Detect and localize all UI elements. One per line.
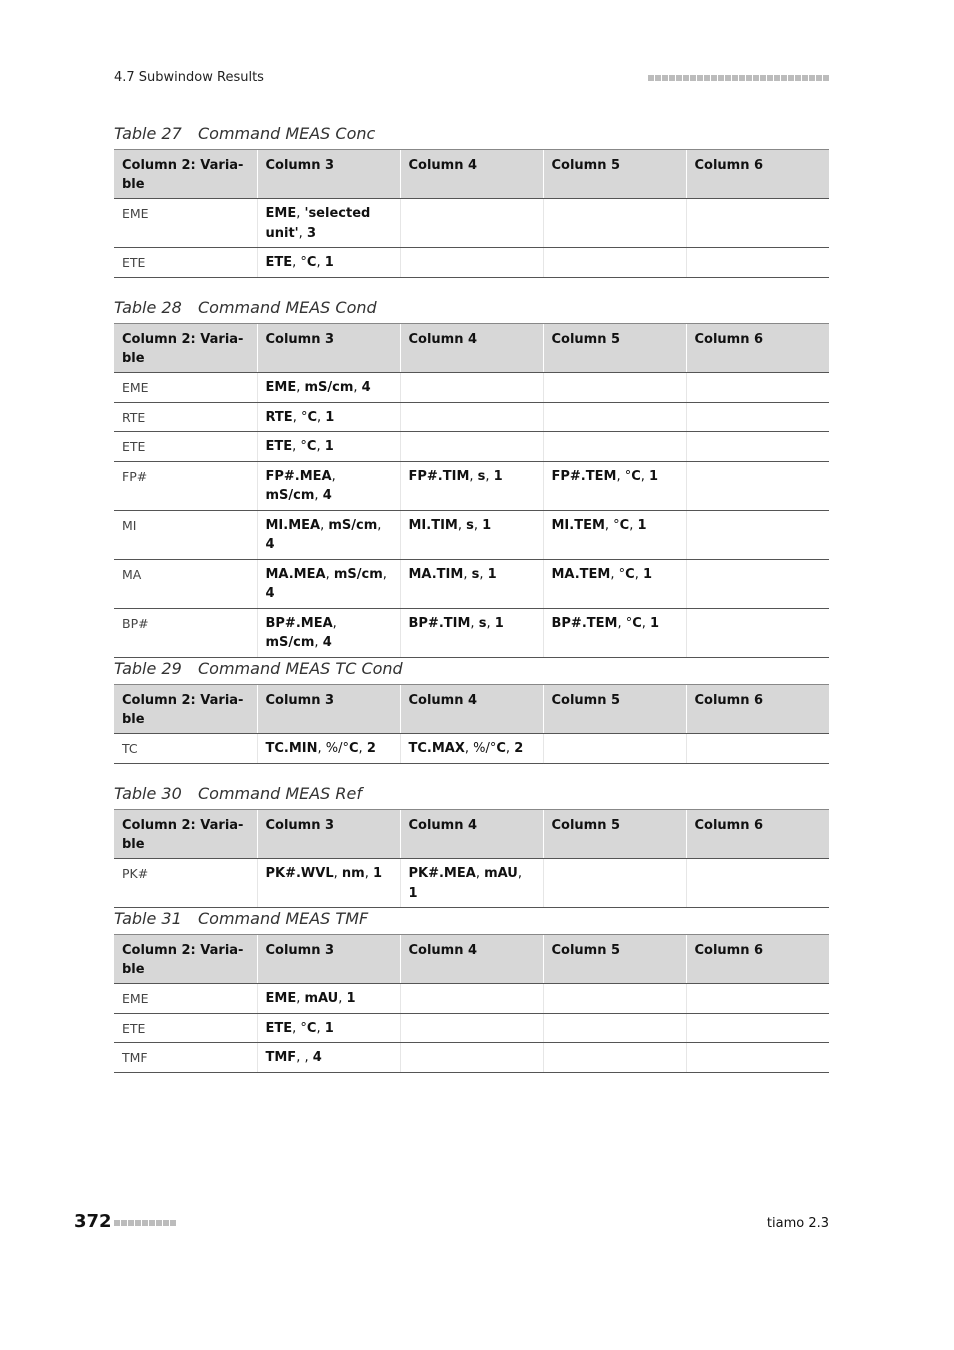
- table-cell: TC.MAX, %/°C, 2: [400, 734, 543, 764]
- column-header: Column 2: Varia-ble: [114, 685, 257, 734]
- variable-cell: ETE: [114, 432, 257, 462]
- table-cell: [543, 1043, 686, 1073]
- table-cell: [400, 1013, 543, 1043]
- table-cell: EME, mAU, 1: [257, 984, 400, 1014]
- table-row: [114, 510, 829, 559]
- column-header: Column 4: [400, 150, 543, 199]
- table-cell: MA.TIM, s, 1: [400, 559, 543, 608]
- table-cell: [686, 432, 829, 462]
- table-cell: [543, 984, 686, 1014]
- table-cell: FP#.TIM, s, 1: [400, 461, 543, 510]
- variable-cell: EME: [114, 199, 257, 248]
- table-cell: [543, 199, 686, 248]
- table-29: [114, 660, 829, 764]
- table-caption: Table 28 Command MEAS Cond: [114, 298, 377, 317]
- table-cell: [686, 1043, 829, 1073]
- column-header: Column 4: [400, 324, 543, 373]
- page-number: 372: [74, 1211, 112, 1232]
- column-header: Column 3: [257, 935, 400, 984]
- data-table: [114, 684, 829, 764]
- table-row: [114, 859, 829, 908]
- variable-cell: PK#: [114, 859, 257, 908]
- column-header: Column 2: Varia-ble: [114, 810, 257, 859]
- table-cell: [686, 461, 829, 510]
- column-header: Column 5: [543, 685, 686, 734]
- table-cell: EME, mS/cm, 4: [257, 373, 400, 403]
- table-cell: TMF, , 4: [257, 1043, 400, 1073]
- table-cell: [400, 984, 543, 1014]
- table-cell: [400, 248, 543, 278]
- table-cell: [686, 984, 829, 1014]
- column-header: Column 3: [257, 324, 400, 373]
- variable-cell: MI: [114, 510, 257, 559]
- table-cell: [686, 248, 829, 278]
- column-header: Column 6: [686, 324, 829, 373]
- table-row: [114, 559, 829, 608]
- table-cell: [686, 373, 829, 403]
- table-cell: MA.TEM, °C, 1: [543, 559, 686, 608]
- variable-cell: BP#: [114, 608, 257, 657]
- table-cell: [686, 859, 829, 908]
- table-row: [114, 432, 829, 462]
- table-row: [114, 608, 829, 657]
- table-cell: [400, 1043, 543, 1073]
- table-cell: [400, 373, 543, 403]
- variable-cell: EME: [114, 984, 257, 1014]
- table-cell: RTE, °C, 1: [257, 402, 400, 432]
- table-row: [114, 1013, 829, 1043]
- table-cell: MI.TEM, °C, 1: [543, 510, 686, 559]
- table-cell: ETE, °C, 1: [257, 248, 400, 278]
- table-caption: Table 31 Command MEAS TMF: [114, 909, 369, 928]
- table-cell: [543, 402, 686, 432]
- variable-cell: FP#: [114, 461, 257, 510]
- column-header: Column 4: [400, 935, 543, 984]
- column-header: Column 6: [686, 935, 829, 984]
- table-caption: Table 30 Command MEAS Ref: [114, 784, 363, 803]
- table-cell: BP#.TIM, s, 1: [400, 608, 543, 657]
- table-cell: [400, 402, 543, 432]
- table-cell: [686, 608, 829, 657]
- table-cell: MA.MEA, mS/cm, 4: [257, 559, 400, 608]
- variable-cell: ETE: [114, 248, 257, 278]
- header-decoration: [648, 75, 829, 81]
- table-cell: [543, 432, 686, 462]
- table-cell: [543, 373, 686, 403]
- column-header: Column 6: [686, 150, 829, 199]
- column-header: Column 4: [400, 810, 543, 859]
- variable-cell: TMF: [114, 1043, 257, 1073]
- data-table: [114, 323, 829, 658]
- variable-cell: TC: [114, 734, 257, 764]
- data-table: [114, 149, 829, 278]
- table-31: [114, 910, 829, 1073]
- table-caption: Table 27 Command MEAS Conc: [114, 124, 376, 143]
- table-cell: [400, 199, 543, 248]
- table-cell: ETE, °C, 1: [257, 432, 400, 462]
- table-cell: [686, 199, 829, 248]
- table-row: [114, 734, 829, 764]
- table-cell: BP#.TEM, °C, 1: [543, 608, 686, 657]
- table-cell: MI.MEA, mS/cm, 4: [257, 510, 400, 559]
- column-header: Column 2: Varia-ble: [114, 935, 257, 984]
- column-header: Column 5: [543, 935, 686, 984]
- table-cell: [543, 248, 686, 278]
- table-cell: MI.TIM, s, 1: [400, 510, 543, 559]
- column-header: Column 6: [686, 685, 829, 734]
- table-cell: [543, 1013, 686, 1043]
- table-30: [114, 785, 829, 908]
- table-cell: PK#.MEA, mAU, 1: [400, 859, 543, 908]
- table-cell: EME, 'selected unit', 3: [257, 199, 400, 248]
- table-row: [114, 984, 829, 1014]
- column-header: Column 3: [257, 810, 400, 859]
- table-cell: FP#.TEM, °C, 1: [543, 461, 686, 510]
- table-row: [114, 248, 829, 278]
- variable-cell: EME: [114, 373, 257, 403]
- table-cell: [686, 559, 829, 608]
- table-27: [114, 125, 829, 278]
- table-cell: [686, 510, 829, 559]
- table-cell: [543, 734, 686, 764]
- column-header: Column 6: [686, 810, 829, 859]
- column-header: Column 5: [543, 810, 686, 859]
- product-version: tiamo 2.3: [766, 1216, 829, 1231]
- column-header: Column 5: [543, 324, 686, 373]
- data-table: [114, 934, 829, 1073]
- variable-cell: RTE: [114, 402, 257, 432]
- table-row: [114, 199, 829, 248]
- table-caption: Table 29 Command MEAS TC Cond: [114, 659, 403, 678]
- column-header: Column 2: Varia-ble: [114, 324, 257, 373]
- footer-decoration: [114, 1220, 176, 1226]
- table-cell: PK#.WVL, nm, 1: [257, 859, 400, 908]
- table-cell: [686, 402, 829, 432]
- table-cell: [400, 432, 543, 462]
- table-row: [114, 461, 829, 510]
- column-header: Column 5: [543, 150, 686, 199]
- column-header: Column 4: [400, 685, 543, 734]
- table-28: [114, 299, 829, 658]
- data-table: [114, 809, 829, 908]
- table-row: [114, 373, 829, 403]
- section-header: 4.7 Subwindow Results: [114, 70, 264, 85]
- table-row: [114, 1043, 829, 1073]
- table-cell: BP#.MEA, mS/cm, 4: [257, 608, 400, 657]
- column-header: Column 3: [257, 150, 400, 199]
- table-cell: [686, 734, 829, 764]
- column-header: Column 2: Varia-ble: [114, 150, 257, 199]
- table-cell: [543, 859, 686, 908]
- variable-cell: ETE: [114, 1013, 257, 1043]
- table-cell: TC.MIN, %/°C, 2: [257, 734, 400, 764]
- table-cell: ETE, °C, 1: [257, 1013, 400, 1043]
- variable-cell: MA: [114, 559, 257, 608]
- column-header: Column 3: [257, 685, 400, 734]
- table-cell: FP#.MEA, mS/cm, 4: [257, 461, 400, 510]
- table-cell: [686, 1013, 829, 1043]
- table-row: [114, 402, 829, 432]
